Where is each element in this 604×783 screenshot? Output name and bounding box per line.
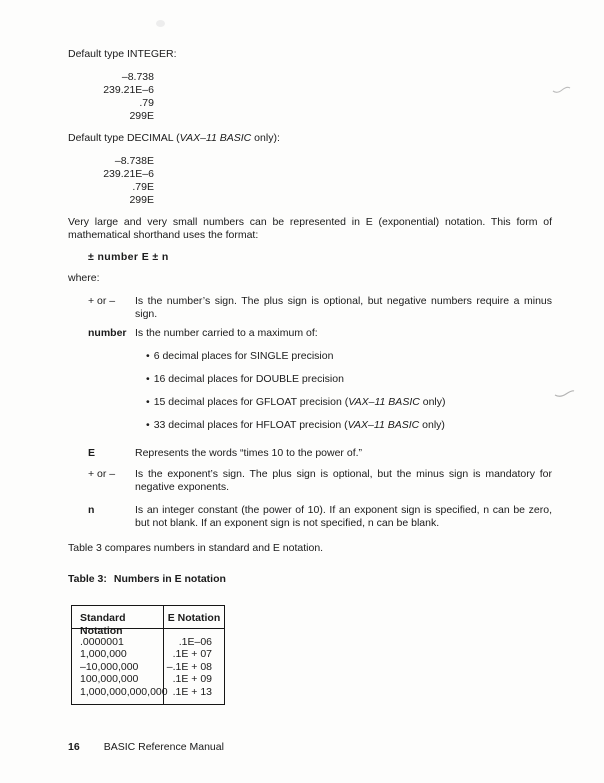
definition-desc <box>135 327 552 442</box>
cell-e: .1E + 07 <box>172 648 212 661</box>
cell-standard: –10,000,000 <box>80 660 139 673</box>
cell-e: –.1E + 08 <box>166 660 212 673</box>
manual-title: BASIC Reference Manual <box>103 741 224 753</box>
example-line: –8.738E <box>114 155 154 167</box>
notation-table <box>71 605 225 705</box>
definition-term: n <box>88 504 95 516</box>
bullet-text: 16 decimal places for DOUBLE precision <box>153 373 344 385</box>
definition-term: number <box>88 327 127 339</box>
definition-desc: Is the exponent’s sign. The plus sign is optional, but the minus sign is mandatory for negative exponents. <box>135 468 552 493</box>
bullet-text: 15 decimal places for GFLOAT precision ( <box>153 396 349 408</box>
scan-artifact-squiggle <box>551 85 571 95</box>
intro-paragraph: Very large and very small numbers can be represented in E (exponential) notation. This form of mathematical shorthand uses the format: <box>68 216 552 241</box>
definition-term: E <box>88 447 96 459</box>
table-title-label: Table 3: <box>68 573 107 585</box>
table-body <box>72 629 224 704</box>
definition-entry <box>68 447 552 460</box>
e-notation-column <box>164 629 224 704</box>
column-header-e: E Notation <box>167 612 221 624</box>
decimal-type-heading <box>68 132 552 145</box>
definition-entry <box>68 327 552 442</box>
example-line: .79E <box>132 181 154 193</box>
example-line: 299E <box>129 194 154 206</box>
definition-list <box>68 295 552 530</box>
table-reference: Table 3 compares numbers in standard and E notation. <box>68 542 324 554</box>
definition-term: + or – <box>88 295 116 307</box>
bullet-text-italic: VAX–11 BASIC <box>348 396 420 408</box>
scan-artifact-smudge <box>156 20 165 27</box>
bullet-icon: • <box>146 419 150 431</box>
definition-desc: Is the number’s sign. The plus sign is optional, but negative numbers require a minus sign. <box>135 295 552 320</box>
bullet-text: 6 decimal places for SINGLE precision <box>153 350 334 362</box>
example-line: 239.21E–6 <box>103 168 154 180</box>
table-header-row <box>72 606 224 637</box>
definition-desc-text: Is the number carried to a maximum of: <box>135 327 318 339</box>
bullet-text-italic: VAX–11 BASIC <box>347 419 420 431</box>
cell-standard: .0000001 <box>80 636 124 648</box>
precision-bullet-list <box>146 350 552 432</box>
where-label: where: <box>68 272 100 284</box>
cell-e: .1E + 13 <box>172 685 212 698</box>
cell-standard: 1,000,000 <box>80 648 127 661</box>
decimal-examples <box>68 155 154 207</box>
column-header-standard: Standard Notation <box>72 606 164 628</box>
definition-entry <box>68 295 552 321</box>
decimal-heading-product: VAX–11 BASIC <box>179 132 252 144</box>
format-line: ± number E ± n <box>88 251 169 263</box>
scan-artifact-squiggle <box>553 388 575 399</box>
definition-entry <box>68 468 552 494</box>
bullet-text-post: only) <box>419 419 445 431</box>
table-title <box>68 573 552 586</box>
bullet-icon: • <box>146 350 150 362</box>
decimal-heading-post: only): <box>251 132 280 144</box>
page-content <box>68 48 552 705</box>
bullet-item <box>146 373 552 386</box>
integer-type-heading: Default type INTEGER: <box>68 48 177 60</box>
example-line: 299E <box>129 110 154 122</box>
definition-term: + or – <box>88 468 116 480</box>
integer-examples <box>68 71 154 123</box>
bullet-icon: • <box>146 396 150 408</box>
page-footer <box>68 741 224 754</box>
definition-entry <box>68 504 552 530</box>
cell-e: .1E + 09 <box>172 673 212 686</box>
bullet-item <box>146 419 552 432</box>
example-line: –8.738 <box>121 71 154 83</box>
cell-e: .1E–06 <box>178 636 212 648</box>
bullet-text-post: only) <box>419 396 446 408</box>
bullet-item <box>146 396 552 409</box>
bullet-item <box>146 350 552 363</box>
bullet-icon: • <box>146 373 150 385</box>
example-line: .79 <box>139 97 154 109</box>
definition-desc: Represents the words “times 10 to the power of.” <box>135 447 363 459</box>
decimal-heading-pre: Default type DECIMAL ( <box>68 132 180 144</box>
cell-standard: 1,000,000,000,000 <box>80 685 168 698</box>
definition-desc: Is an integer constant (the power of 10). If an exponent sign is specified, n can be zero, but not blank. If an exponent sign is not specified, n can be blank. <box>135 504 552 529</box>
page-number: 16 <box>68 741 80 753</box>
bullet-text: 33 decimal places for HFLOAT precision ( <box>153 419 348 431</box>
cell-standard: 100,000,000 <box>80 673 139 686</box>
example-line: 239.21E–6 <box>103 84 154 96</box>
table-title-text: Numbers in E notation <box>113 573 226 585</box>
standard-notation-column <box>72 629 168 704</box>
